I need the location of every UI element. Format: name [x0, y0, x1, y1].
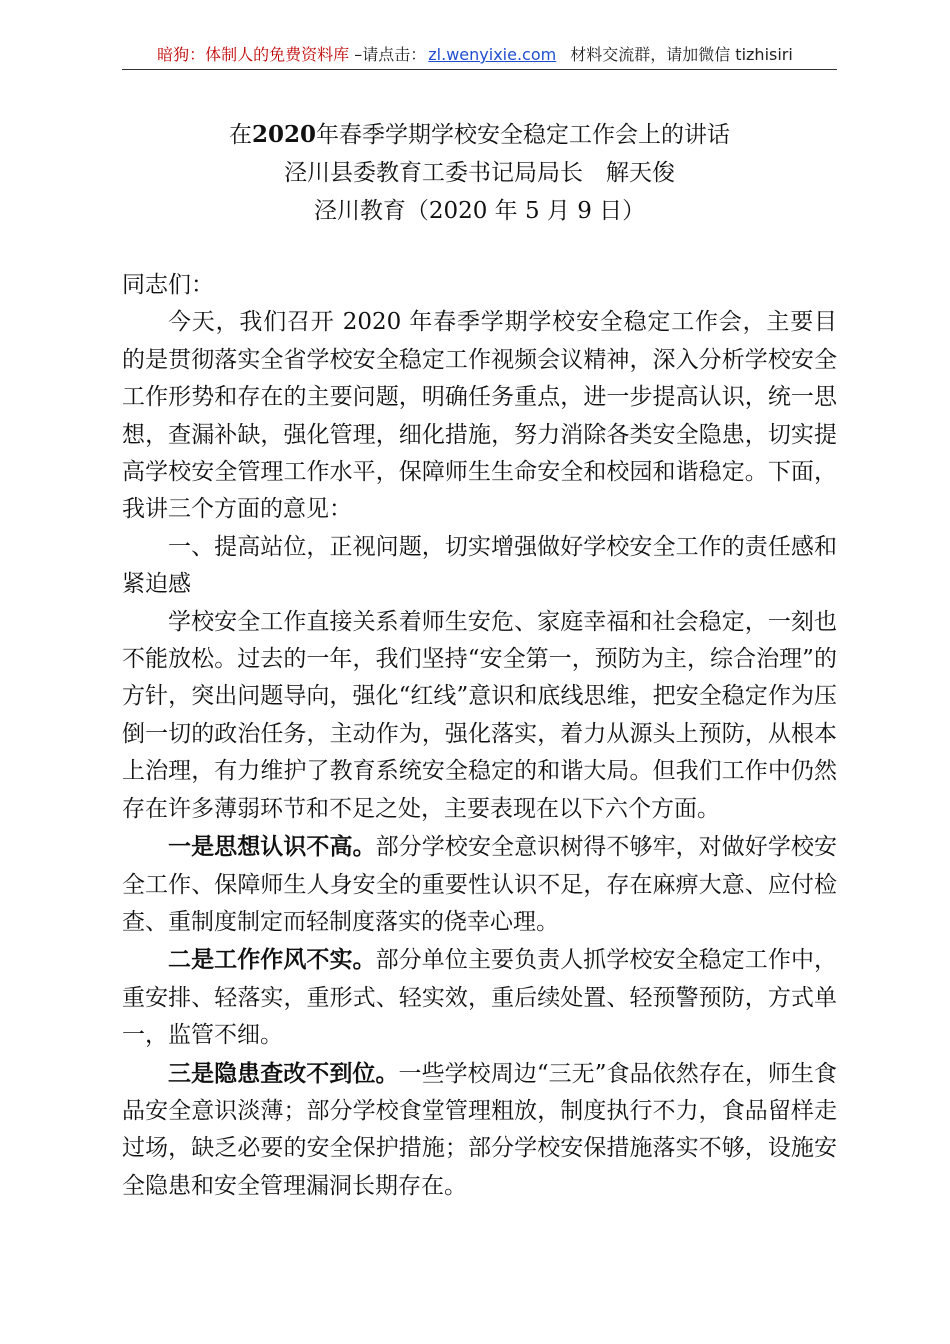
document-title-block [122, 116, 837, 230]
point-text-2: 部分单位主要负责人抓学校安全稳定工作中，重安排、轻落实，重形式、轻实效，重后续处置、轻预警预防，方式单一，监管不细。 [122, 947, 838, 1049]
page-header [0, 44, 950, 66]
point-lead-3: 三是隐患查改不到位。 [168, 1059, 399, 1087]
section-paragraph: 学校安全工作直接关系着师生安危、家庭幸福和社会稳定，一刻也不能放松。过去的一年，我们坚持“安全第一，预防为主，综合治理”的方针，突出问题导向，强化“红线”意识和底线思维，把安全稳定作为压倒一切的政治任务，主动作为，强化落实，着力从源头上预防，从根本上治理，有力维护了教育系统安全稳定的和谐大局。但我们工作中仍然存在许多薄弱环节和不足之处，主要表现在以下六个方面。 [122, 608, 837, 822]
title-prefix: 在 [228, 122, 252, 148]
point-paragraph-1 [122, 828, 837, 941]
click-prompt: –请点击： [349, 45, 427, 64]
contact-note: 材料交流群，请加微信 tizhisiri [570, 45, 793, 64]
site-link[interactable]: zl.wenyixie.com [428, 45, 557, 64]
document-author: 泾川县委教育工委书记局局长 解天俊 [284, 160, 675, 186]
section-heading: 一、提高站位，正视问题，切实增强做好学校安全工作的责任感和紧迫感 [122, 533, 837, 598]
document-body [122, 267, 837, 1205]
point-paragraph-2 [122, 941, 837, 1054]
point-lead-2: 二是工作作风不实。 [168, 946, 376, 974]
point-lead-1: 一是思想认识不高。 [168, 833, 376, 861]
title-suffix: 年春季学期学校安全稳定工作会上的讲话 [316, 122, 730, 148]
title-year: 2020 [251, 121, 316, 148]
salutation: 同志们： [122, 272, 214, 298]
header-divider [122, 69, 837, 70]
intro-paragraph: 今天，我们召开 2020 年春季学期学校安全稳定工作会，主要目的是贯彻落实全省学校安全稳定工作视频会议精神，深入分析学校安全工作形势和存在的主要问题，明确任务重点，进一步提高认识，统一思想，查漏补缺，强化管理，细化措施，努力消除各类安全隐患，切实提高学校安全管理工作水平，保障师生生命安全和校园和谐稳定。下面，我讲三个方面的意见： [122, 309, 837, 523]
document-title [122, 116, 837, 154]
site-label: 暗狗：体制人的免费资料库 [157, 45, 350, 64]
document-source-date: 泾川教育（2020 年 5 月 9 日） [313, 198, 646, 224]
point-text-3: 一些学校周边“三无”食品依然存在，师生食品安全意识淡薄；部分学校食堂管理粗放，制度执行不力，食品留样走过场，缺乏必要的安全保护措施；部分学校安保措施落实不够，设施安全隐患和安全管理漏洞长期存在。 [122, 1060, 837, 1199]
point-paragraph-3 [122, 1055, 837, 1206]
point-text-1: 部分学校安全意识树得不够牢，对做好学校安全工作、保障师生人身安全的重要性认识不足，存在麻痹大意、应付检查、重制度制定而轻制度落实的侥幸心理。 [122, 834, 838, 935]
